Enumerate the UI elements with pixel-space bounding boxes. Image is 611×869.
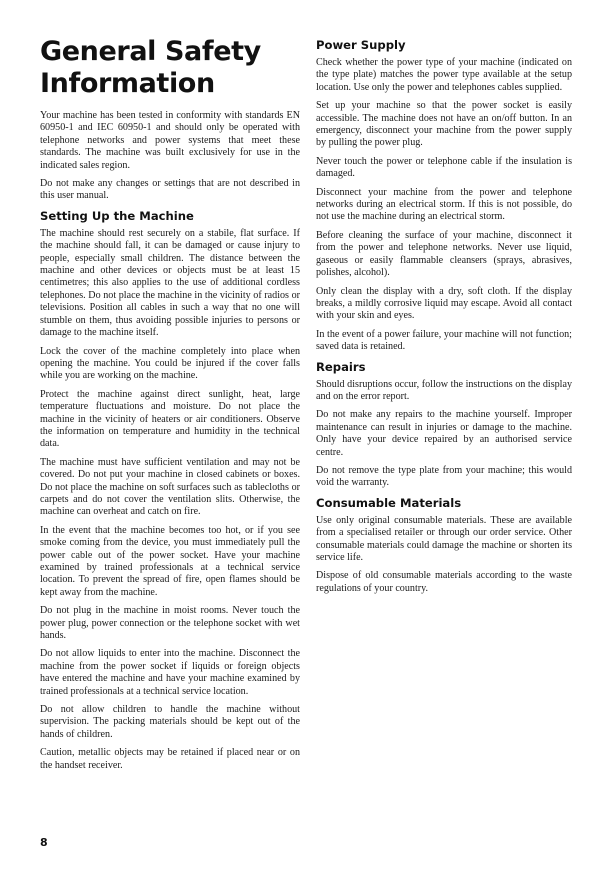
- section-power-supply: [316, 38, 572, 354]
- intro-paragraph: Your machine has been tested in conformity with standards EN 60950-1 and IEC 60950-1 and should only be operated with telephone networks and power systems that meet these standards. The machine was built exclusively for use in the indicated sales region.: [40, 110, 300, 171]
- paragraph: Never touch the power or telephone cable if the insulation is damaged.: [316, 155, 572, 180]
- section-consumables: [316, 496, 572, 595]
- paragraph: Lock the cover of the machine completely into place when opening the machine. You could be injured if the cover falls while you are working on the machine.: [40, 345, 300, 382]
- section-heading: Repairs: [316, 359, 366, 374]
- paragraph: Check whether the power type of your machine (indicated on the type plate) matches the power type available at the setup location. Use only the power and telephones cables supplied.: [316, 57, 572, 93]
- paragraph: Set up your machine so that the power socket is easily accessible. The machine does not have an on/off button. In an emergency, disconnect your machine from the power supply by pulling the power plug.: [316, 100, 572, 149]
- paragraph: Do not allow children to handle the machine without supervision. The packing materials should be kept out of the hands of children.: [40, 704, 300, 740]
- paragraph: Do not remove the type plate from your machine; this would void the warranty.: [316, 464, 572, 489]
- paragraph: Protect the machine against direct sunlight, heat, large temperature fluctuations and moisture. Do not place the machine in the vicinity of heaters or air conditioners. Observe the information on temperature and humidity in the technical data.: [40, 388, 300, 450]
- page-title: General Safety Information: [40, 36, 261, 99]
- intro-paragraph: Do not make any changes or settings that are not described in this user manual.: [40, 178, 300, 202]
- section-repairs: [316, 360, 572, 490]
- paragraph: Do not make any repairs to the machine yourself. Improper maintenance can result in injuries or damage to the machine. Only have your device repaired by an authorised service centre.: [316, 409, 572, 458]
- paragraph: Before cleaning the surface of your machine, disconnect it from the power and telephone networks. Never use liquid, gaseous or easily flammable cleansers (sprays, abrasives, polishes, alcohol).: [316, 229, 572, 279]
- paragraph: The machine should rest securely on a stabile, flat surface. If the machine should fall, it can be damaged or cause injury to people, especially small children. The distance between the machine and other devices or objects must be at least 15 centimetres; this also applies to the use of additional cordless telephones. Do not place the machine in the vicinity of radios or televisions. Position all cables in such a way that no one will stumble on them, thus avoiding possible injuries to persons or damage to the machine itself.: [40, 227, 300, 339]
- right-column: [316, 36, 572, 601]
- paragraph: Do not allow liquids to enter into the machine. Disconnect the machine from the power socket if liquids or foreign objects have entered the machine and have your machine examined by trained professionals at a technical service location.: [40, 648, 300, 697]
- section-heading: Setting Up the Machine: [40, 208, 194, 223]
- section-heading: Power Supply: [316, 38, 406, 52]
- page-number: 8: [40, 836, 48, 849]
- paragraph: Should disruptions occur, follow the instructions on the display and on the error report.: [316, 378, 572, 402]
- paragraph: In the event of a power failure, your machine will not function; saved data is retained.: [316, 328, 572, 353]
- paragraph: Only clean the display with a dry, soft cloth. If the display breaks, a mildly corrosive liquid may escape. Avoid all contact with your skin and eyes.: [316, 285, 572, 322]
- section-heading: Consumable Materials: [316, 495, 462, 510]
- paragraph: Dispose of old consumable materials according to the waste regulations of your country.: [316, 570, 572, 594]
- paragraph: Disconnect your machine from the power and telephone networks during an electrical storm. If this is not possible, do not use the machine during an electrical storm.: [316, 186, 572, 223]
- left-column: [40, 36, 300, 778]
- paragraph: Do not plug in the machine in moist rooms. Never touch the power plug, power connection or the telephone socket with wet hands.: [40, 605, 300, 642]
- intro-section: [40, 110, 300, 203]
- paragraph: In the event that the machine becomes too hot, or if you see smoke coming from the device, you must immediately pull the power cable out of the power socket. Have your machine examined by trained professionals at a technical service location. To prevent the spread of fire, open flames should be kept away from the machine.: [40, 524, 300, 598]
- paragraph: Caution, metallic objects may be retained if placed near or on the handset receiver.: [40, 747, 300, 771]
- section-setting-up: [40, 209, 300, 772]
- paragraph: Use only original consumable materials. These are available from a specialised retailer or through our order service. Other consumable materials could damage the machine or shorten its service life.: [316, 514, 572, 563]
- paragraph: The machine must have sufficient ventilation and may not be covered. Do not put your machine in closed cabinets or boxes. Do not place the machine on soft surfaces such as tablecloths or carpets and do not cover the ventilation slits. Otherwise, the machine can overheat and catch on fire.: [40, 456, 300, 518]
